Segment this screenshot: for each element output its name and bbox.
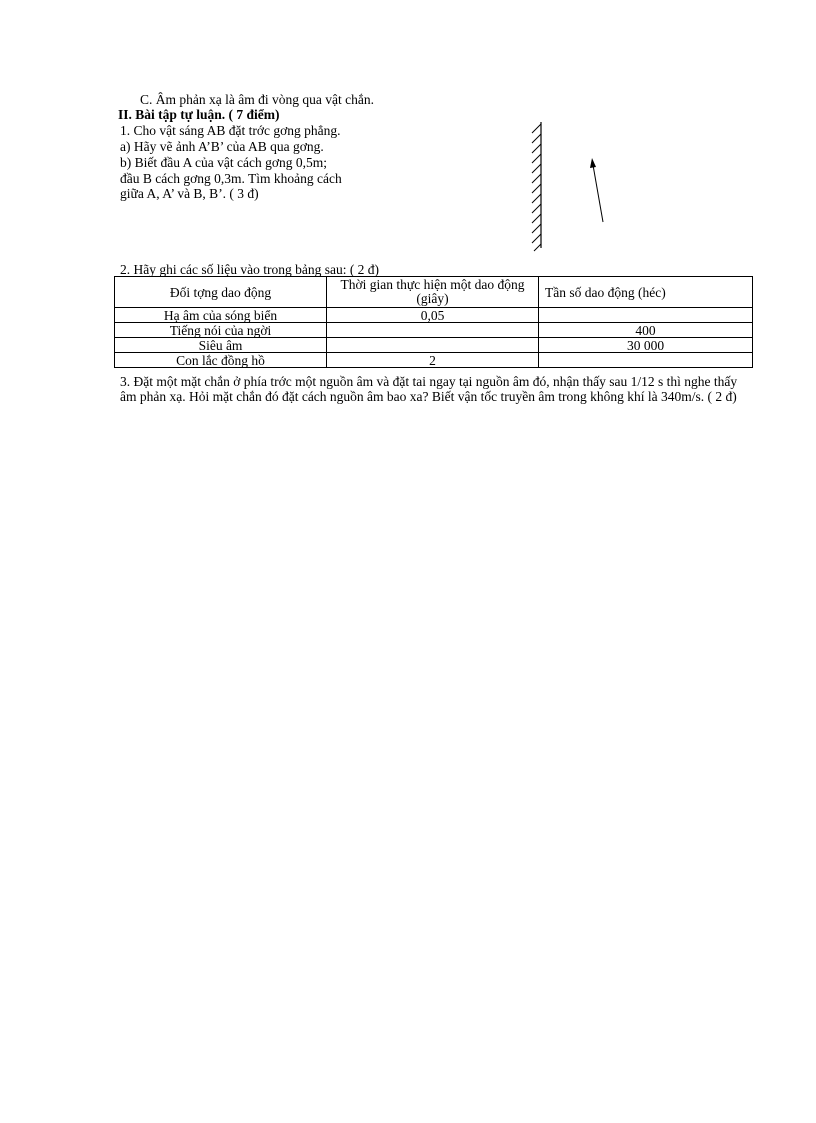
- table-cell: Tiếng nói của ngời: [115, 323, 327, 338]
- question-1-part-b-line2: đầu B cách gơng 0,3m. Tìm khoảng cách: [120, 171, 342, 186]
- table-row: [115, 323, 753, 338]
- option-c: C. Âm phản xạ là âm đi vòng qua vật chắn.: [140, 92, 374, 107]
- mirror-diagram: [520, 118, 620, 252]
- table-cell: [539, 353, 753, 368]
- table-cell: 30 000: [539, 338, 753, 353]
- table-cell: 2: [327, 353, 539, 368]
- section-title: II. Bài tập tự luận. ( 7 điểm): [118, 107, 280, 122]
- table-cell: [327, 338, 539, 353]
- question-1-part-b-line1: b) Biết đầu A của vật cách gơng 0,5m;: [120, 155, 327, 170]
- table-row: [115, 308, 753, 323]
- question-2-intro: 2. Hãy ghi các số liệu vào trong bảng sau: ( 2 đ): [120, 262, 380, 277]
- header-frequency: Tần số dao động (héc): [539, 277, 753, 308]
- plane-mirror: [532, 122, 541, 251]
- table-cell: [327, 323, 539, 338]
- question-1-intro: 1. Cho vật sáng AB đặt trớc gơng phẳng.: [120, 123, 341, 138]
- table-cell: Con lắc đồng hồ: [115, 353, 327, 368]
- table-cell: [539, 308, 753, 323]
- question-1-part-b-line3: giữa A, A’ và B, B’. ( 3 đ): [120, 186, 259, 201]
- header-period: Thời gian thực hiện một dao động (giây): [327, 277, 539, 308]
- table-cell: Hạ âm của sóng biển: [115, 308, 327, 323]
- object-arrow-ab: [590, 158, 603, 222]
- table-row: [115, 338, 753, 353]
- header-object: Đối tợng dao động: [115, 277, 327, 308]
- table-row: [115, 353, 753, 368]
- table-cell: Siêu âm: [115, 338, 327, 353]
- table-header-row: [115, 277, 753, 308]
- question-1-part-a: a) Hãy vẽ ảnh A’B’ của AB qua gơng.: [120, 139, 324, 154]
- oscillation-table: [114, 276, 753, 368]
- table-cell: 0,05: [327, 308, 539, 323]
- table-cell: 400: [539, 323, 753, 338]
- question-3: 3. Đặt một mặt chắn ở phía trớc một nguồn âm và đặt tai ngay tại nguồn âm đó, nhận thấy sau 1/12 s thì nghe thấy âm phản xạ. Hỏi mặt chắn đó đặt cách nguồn âm bao xa? Biết vận tốc truyền âm trong không khí là 340m/s. ( 2 đ): [120, 374, 738, 404]
